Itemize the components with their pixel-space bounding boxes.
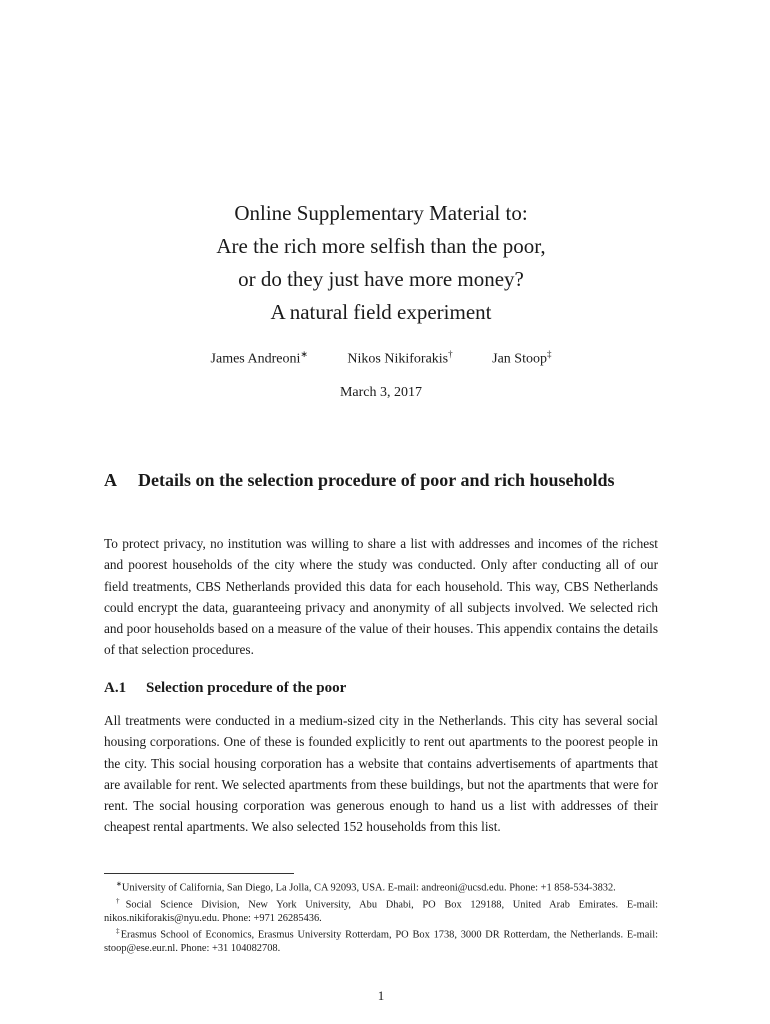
paper-title (104, 197, 658, 329)
author-list (104, 349, 658, 368)
section-title: Details on the selection procedure of poor and rich households (138, 470, 615, 490)
author-1-name: James Andreoni (210, 351, 301, 367)
footnotes (104, 878, 658, 956)
title-line-2: Are the rich more selfish than the poor, (216, 234, 546, 258)
footnote-2-text: Social Science Division, New York University, Abu Dhabi, PO Box 129188, United Arab Emirates. E-mail: nikos.nikiforakis@nyu.edu. Phone: +971 26285436. (104, 899, 659, 924)
footnote-2 (104, 895, 658, 925)
footnote-1-text: University of California, San Diego, La Jolla, CA 92093, USA. E-mail: andreoni@ucsd.edu. Phone: +1 858-534-3832. (121, 882, 616, 894)
author-1-mark: ∗ (300, 349, 308, 359)
author-2-mark: † (448, 349, 453, 359)
section-number: A (104, 470, 117, 490)
author-3 (492, 349, 551, 368)
subsection-number: A.1 (104, 680, 127, 696)
subsection-paragraph: All treatments were conducted in a medium-sized city in the Netherlands. This city has several social housing corporations. One of these is founded explicitly to rent out apartments to the poorest people in the city. This social housing corporation has a website that contains advertisements of apartments that are available for rent. We selected apartments from these buildings, but not the apartments that were for rent. The social housing corporation was generous enough to hand us a list with addresses of their cheapest rental apartments. We also selected 152 households from this list. (104, 713, 658, 835)
footnote-3 (104, 925, 658, 955)
footnote-rule (104, 873, 294, 874)
footnote-2-mark: † (116, 896, 126, 905)
author-3-mark: ‡ (546, 349, 552, 359)
footnote-1-mark: ∗ (116, 880, 122, 888)
subsection-heading (104, 680, 346, 697)
title-line-1: Online Supplementary Material to: (234, 201, 528, 225)
title-line-3: or do they just have more money? (238, 267, 524, 291)
author-1 (211, 349, 308, 368)
author-2 (347, 349, 452, 368)
footnote-3-text: Erasmus School of Economics, Erasmus University Rotterdam, PO Box 1738, 3000 DR Rotterdam, the Netherlands. E-mail: stoop@ese.eur.nl. Phone: +31 104082708. (104, 929, 659, 955)
footnote-1 (104, 878, 658, 895)
author-2-name: Nikos Nikiforakis (347, 351, 449, 367)
author-3-name: Jan Stoop (492, 351, 547, 367)
page-number: 1 (377, 988, 385, 1003)
title-line-4: A natural field experiment (270, 300, 492, 324)
paper-date: March 3, 2017 (339, 385, 423, 400)
section-paragraph: To protect privacy, no institution was willing to share a list with addresses and incomes of the richest and poorest households of the city where the study was conducted. Only after conducting all of our field treatments, CBS Netherlands provided this data for each household. This way, CBS Netherlands could encrypt the data, guaranteeing privacy and anonymity of all subjects involved. We selected rich and poor households based on a measure of the value of their houses. This appendix contains the details of that selection procedures. (104, 536, 658, 658)
footnote-3-mark: ‡ (116, 927, 121, 936)
subsection-title: Selection procedure of the poor (146, 680, 347, 696)
